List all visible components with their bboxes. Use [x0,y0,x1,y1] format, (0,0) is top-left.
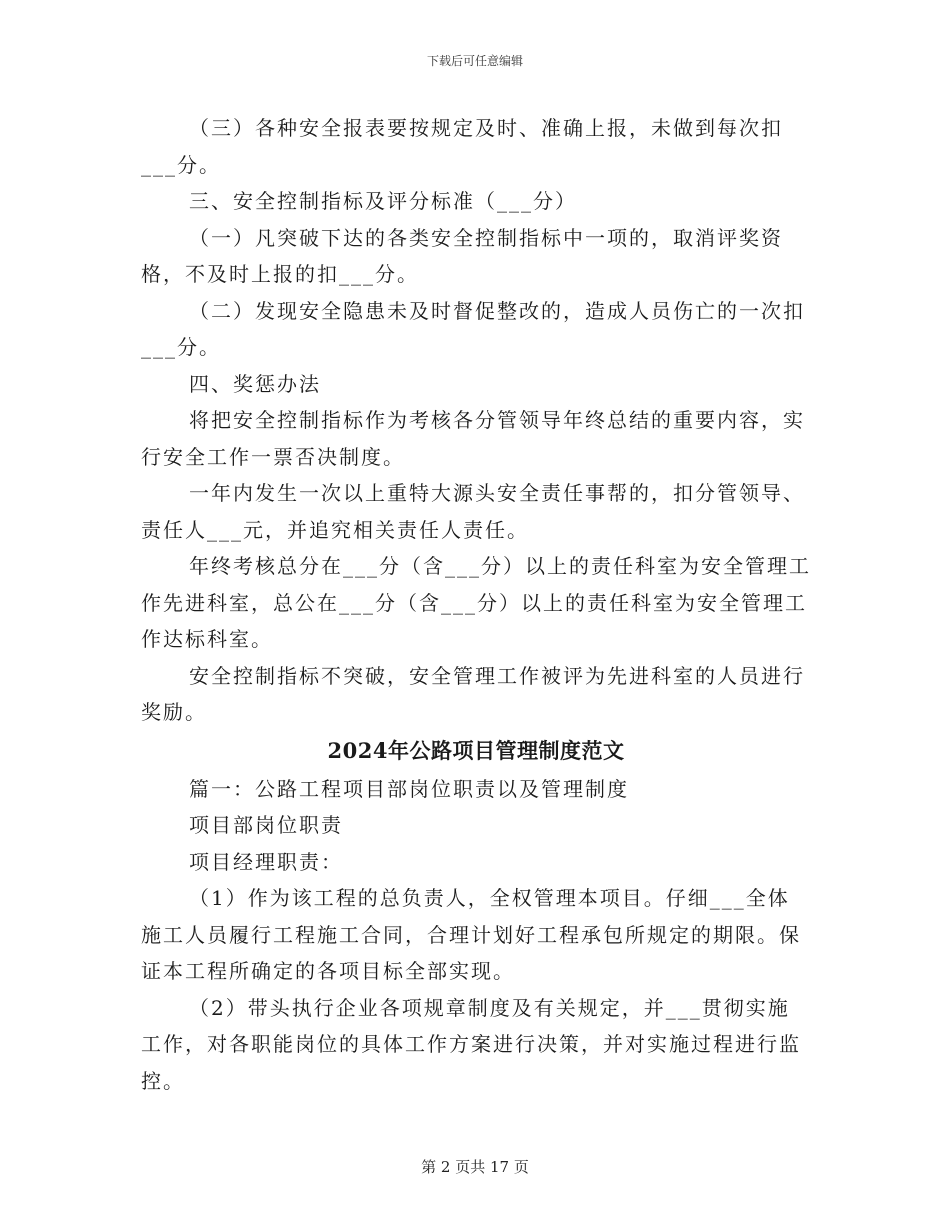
paragraph-report-deduction: （三）各种安全报表要按规定及时、准确上报，未做到每次扣___分。 [141,116,783,177]
paragraph-one-vote-veto: 将把安全控制指标作为考核各分管领导年终总结的重要内容，实行安全工作一票否决制度。 [141,408,805,469]
paragraph-major-accident: 一年内发生一次以上重特大源头安全责任事帮的，扣分管领导、责任人___元，并追究相关责任人责任。 [141,481,805,542]
paragraph-annual-assessment: 年终考核总分在___分（含___分）以上的责任科室为安全管理工作先进科室，总公在___分（含___分）以上的责任科室为安全管理工作达标科室。 [141,554,811,651]
heading-rewards-penalties: 四、奖惩办法 [189,371,321,396]
heading-manager-duties: 项目经理职责： [189,849,343,874]
paragraph-duty-1: （1）作为该工程的总负责人，全权管理本项目。仔细___全体施工人员履行工程施工合同，合理计划好工程承包所规定的期限。保证本工程所确定的各项目标全部实现。 [141,886,801,983]
paragraph-reward: 安全控制指标不突破，安全管理工作被评为先进科室的人员进行奖励。 [141,663,805,724]
document-body [141,110,811,1099]
paragraph-chapter-one: 篇一：公路工程项目部岗位职责以及管理制度 [189,776,629,801]
heading-job-duties: 项目部岗位职责 [189,813,343,837]
paragraph-duty-2: （2）带头执行企业各项规章制度及有关规定，并___贯彻实施工作，对各职能岗位的具体工作方案进行决策，并对实施过程进行监控。 [141,995,801,1093]
section-title: 2024年公路项目管理制度范文 [327,737,625,763]
heading-safety-indicators: 三、安全控制指标及评分标准（___分） [189,189,577,213]
page-footer: 第 2 页共 17 页 [421,1158,529,1176]
paragraph-hazard-rectification: （二）发现安全隐患未及时督促整改的，造成人员伤亡的一次扣___分。 [141,298,805,359]
page-header: 下载后可任意编辑 [426,54,523,68]
paragraph-indicator-breach: （一）凡突破下达的各类安全控制指标中一项的，取消评奖资格，不及时上报的扣___分。 [141,225,783,286]
